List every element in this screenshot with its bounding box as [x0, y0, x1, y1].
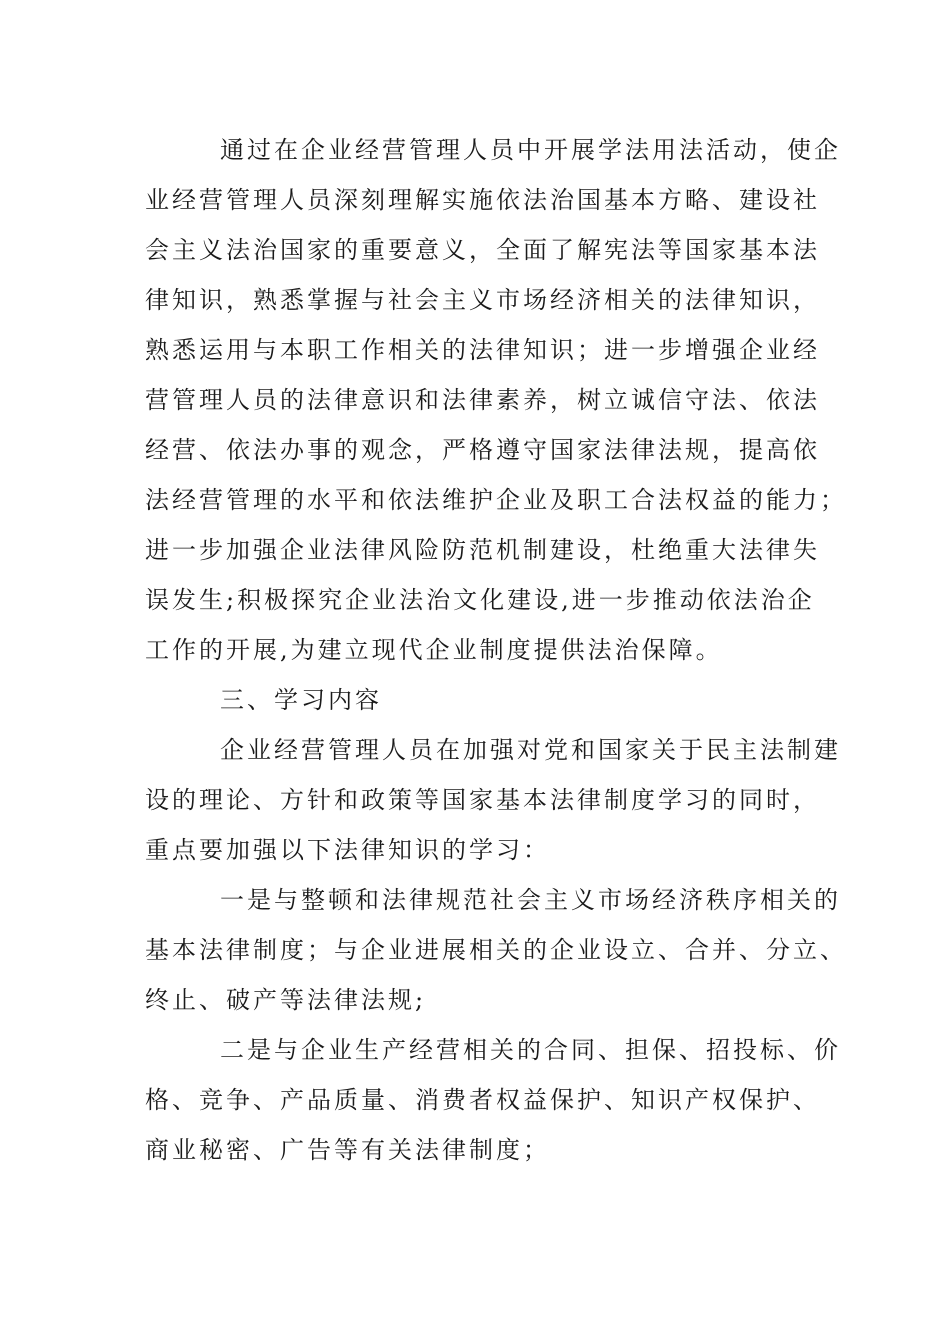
section-heading: 三、学习内容 [220, 686, 382, 714]
text-line: 律知识，熟悉掌握与社会主义市场经济相关的法律知识， [145, 286, 820, 314]
text-line: 熟悉运用与本职工作相关的法律知识；进一步增强企业经 [145, 336, 820, 364]
text-line: 通过在企业经营管理人员中开展学法用法活动，使企 [220, 136, 841, 164]
text-line: 营管理人员的法律意识和法律素养，树立诚信守法、依法 [145, 386, 820, 414]
text-line: 工作的开展,为建立现代企业制度提供法治保障。 [145, 636, 723, 664]
text-line: 基本法律制度；与企业进展相关的企业设立、合并、分立、 [145, 936, 847, 964]
text-line: 重点要加强以下法律知识的学习： [145, 836, 550, 864]
text-line: 商业秘密、广告等有关法律制度； [145, 1136, 550, 1164]
text-line: 二是与企业生产经营相关的合同、担保、招投标、价 [220, 1036, 841, 1064]
text-line: 会主义法治国家的重要意义，全面了解宪法等国家基本法 [145, 236, 820, 264]
text-line: 进一步加强企业法律风险防范机制建设，杜绝重大法律失 [145, 536, 820, 564]
text-line: 法经营管理的水平和依法维护企业及职工合法权益的能力； [145, 486, 847, 514]
text-line: 格、竞争、产品质量、消费者权益保护、知识产权保护、 [145, 1086, 820, 1114]
text-line: 设的理论、方针和政策等国家基本法律制度学习的同时， [145, 786, 820, 814]
text-line: 误发生;积极探究企业法治文化建设,进一步推动依法治企 [145, 586, 815, 614]
text-line: 企业经营管理人员在加强对党和国家关于民主法制建 [220, 736, 841, 764]
text-line: 一是与整顿和法律规范社会主义市场经济秩序相关的 [220, 886, 841, 914]
text-line: 终止、破产等法律法规; [145, 986, 427, 1014]
text-line: 业经营管理人员深刻理解实施依法治国基本方略、建设社 [145, 186, 820, 214]
text-line: 经营、依法办事的观念，严格遵守国家法律法规，提高依 [145, 436, 820, 464]
